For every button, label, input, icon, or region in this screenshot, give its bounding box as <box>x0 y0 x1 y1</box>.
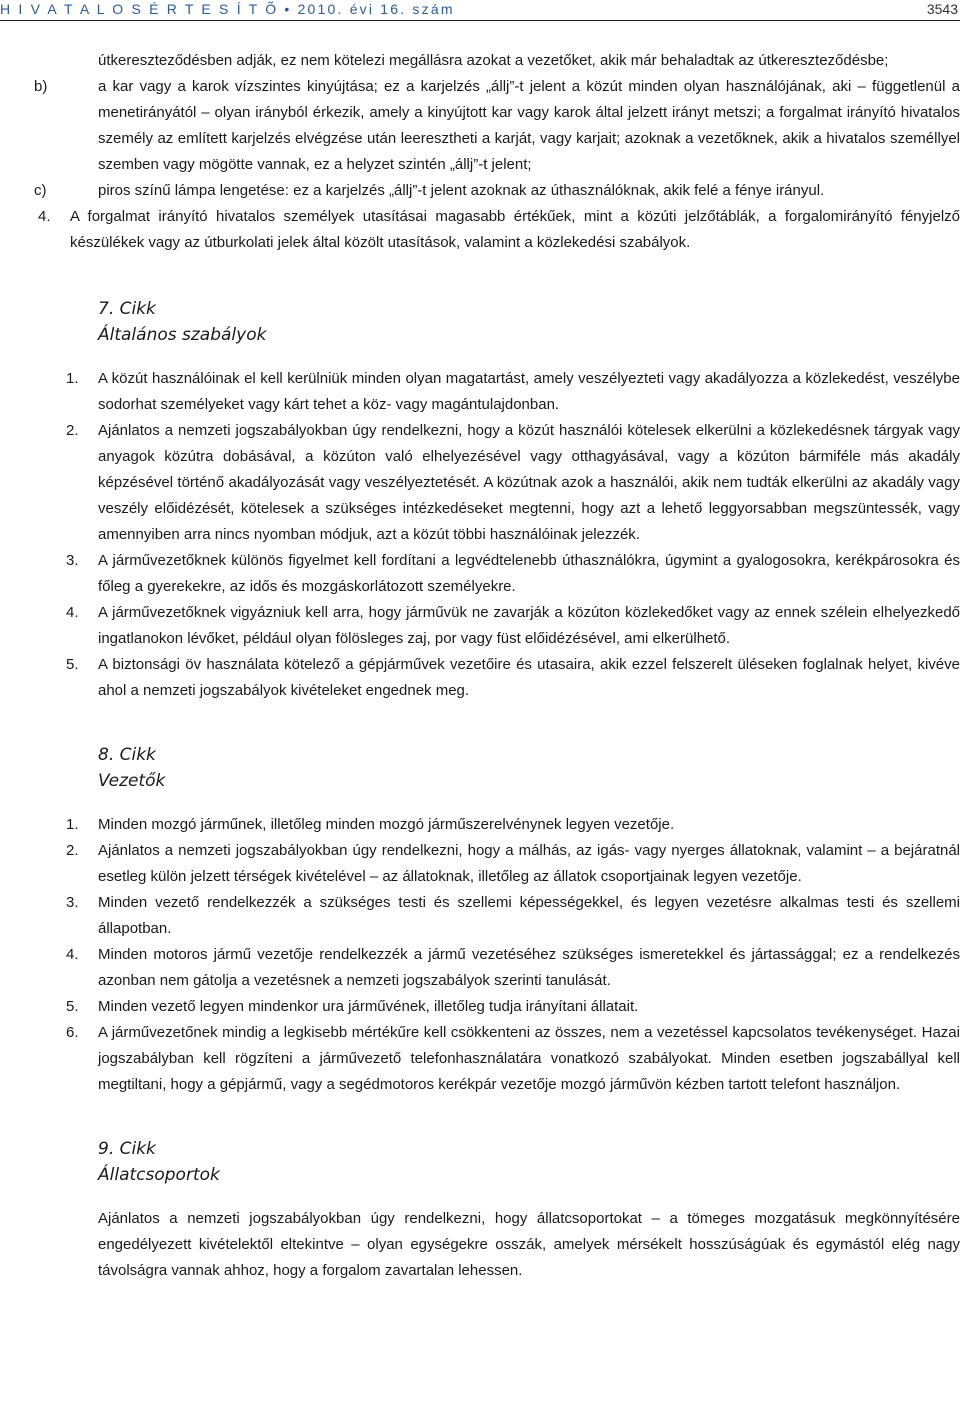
continued-paragraph: útkereszteződésben adják, ez nem kötelezi megállásra azokat a vezetőket, akik már behaladtak az útkereszteződésbe; <box>98 52 889 69</box>
item-4: 4. A forgalmat irányító hivatalos személyek utasításai magasabb értékűek, mint a közúti jelzőtáblák, a forgalomirányító fényjelző készülékek vagy az útburkolati jelek által közölt utasítások, valamint a közlekedési szabályok. <box>38 208 960 251</box>
cikk7-item: 1. A közút használóinak el kell kerülniük minden olyan magatartást, amely veszélyezteti vagy akadályozza a közlekedést, veszélybe sodorhat személyeket vagy kárt tehet a köz- vagy magántulajdonban. <box>66 370 960 413</box>
item-c: c) piros színű lámpa lengetése: ez a karjelzés „állj”-t jelent azoknak az úthasználóknak, akik felé a fénye irányul. <box>34 182 825 199</box>
cikk8-item: 6. A járművezetőnek mindig a legkisebb mértékűre kell csökkenteni az összes, nem a vezetéssel kapcsolatos tevékenységet. Hazai jogszabályban kell rögzíteni a járművezető telefonhasználatára vonatkozó szabályokat. Minden esetben jogszabállyal kell megtiltani, hogy a gépjármű, vagy a segédmotoros kerékpár vezetője mozgó járművön kézben tartott telefont használjon. <box>66 1024 960 1093</box>
page-content <box>34 48 960 1284</box>
cikk8-number: 8. Cikk <box>98 745 156 765</box>
cikk7-item: 5. A biztonsági öv használata kötelező a gépjárművek vezetőire és utasaira, akik ezzel felszerelt üléseken foglalnak helyet, kivéve ahol a nemzeti jogszabályok kivételeket engednek meg. <box>66 656 960 699</box>
cikk8-item: 2. Ajánlatos a nemzeti jogszabályokban úgy rendelkezni, hogy a málhás, az igás- vagy nyerges állatoknak, valamint – a bejáratnál esetleg külön jelzett térségek kivételével – az állatoknak, illetőleg az állatok csoportjainak legyen vezetője. <box>66 842 960 885</box>
cikk8-item: 4. Minden motoros jármű vezetője rendelkezzék a jármű vezetéséhez szükséges ismeretekkel és jártassággal; ez a rendelkezés azonban nem gátolja a vezetésnek a nemzeti jogszabályok szerinti tanulását. <box>66 946 960 989</box>
cikk9-number: 9. Cikk <box>98 1139 156 1159</box>
item-b: b) a kar vagy a karok vízszintes kinyújtása; ez a karjelzés „állj”-t jelent a közút minden olyan használójának, aki – függetlenül a menetirányától – olyan irányból érkezik, amely a kinyújtott kar vagy karok által jelzett irányt metszi; a forgalmat irányító hivatalos személy az említett karjelzés elvégzése után leeresztheti a karját, vagy karjait; azoknak a vezetőknek, akik a hivatalos személlyel szemben vagy mögötte vannak, ez a helyzet szintén „állj”-t jelent; <box>34 78 960 173</box>
page-header <box>0 0 960 21</box>
cikk8-title: Vezetők <box>98 771 166 791</box>
cikk7-item: 3. A járművezetőknek különös figyelmet kell fordítani a legvédtelenebb úthasználókra, úgymint a gyalogosokra, kerékpárosokra és főleg a gyerekekre, az idős és mozgáskorlátozott személyekre. <box>66 552 960 595</box>
cikk7-items <box>66 366 960 704</box>
cikk8-item: 1. Minden mozgó járműnek, illetőleg minden mozgó járműszerelvénynek legyen vezetője. <box>66 816 675 833</box>
journal-title: H I V A T A L O S É R T E S Í T Õ • 2010. évi 16. szám <box>0 1 455 17</box>
cikk7-item: 4. A járművezetőknek vigyázniuk kell arra, hogy járművük ne zavarják a közúton közlekedőket vagy az ennek szélein elhelyezkedő ingatlanokon lévőket, például olyan fölösleges zaj, por vagy füst előidézésével, ami elkerülhető. <box>66 604 960 647</box>
cikk7-item: 2. Ajánlatos a nemzeti jogszabályokban úgy rendelkezni, hogy a közút használói kötelesek elkerülni a közlekedésnek tárgyak vagy anyagok közútra dobásával, a közúton való elhelyezésével vagy otthagyásával, vagy a közúton bármiféle más akadály képzésével történő akadályozását vagy veszélyeztetését. A közútnak azok a használói, akik nem tudták elkerülni az akadály vagy veszély előidézését, kötelesek a szükséges intézkedéseket megtenni, hogy azt a lehető leggyorsabban megszüntessék, vagy amennyiben arra nincs nyomban módjuk, azt a közút többi használóinak jelezzék. <box>66 422 960 543</box>
cikk7-number: 7. Cikk <box>98 299 156 319</box>
cikk8-item: 5. Minden vezető legyen mindenkor ura járművének, illetőleg tudja irányítani állatait. <box>66 998 639 1015</box>
cikk9-title: Állatcsoportok <box>98 1165 220 1185</box>
cikk7-title: Általános szabályok <box>98 325 267 345</box>
cikk8-item: 3. Minden vezető rendelkezzék a szükséges testi és szellemi képességekkel, és legyen vezetésre alkalmas testi és szellemi állapotban. <box>66 894 960 937</box>
cikk9-paragraph: Ajánlatos a nemzeti jogszabályokban úgy rendelkezni, hogy állatcsoportokat – a tömeges mozgatásuk megkönnyítésére engedélyezett kivételektől eltekintve – olyan egységekre osszák, amelyek mérsékelt hosszúságúak és egymástól elég nagy távolságra vannak ahhoz, hogy a forgalom zavartalan lehessen. <box>98 1210 960 1279</box>
cikk8-items <box>66 812 960 1098</box>
page-number: 3543 <box>926 1 958 17</box>
